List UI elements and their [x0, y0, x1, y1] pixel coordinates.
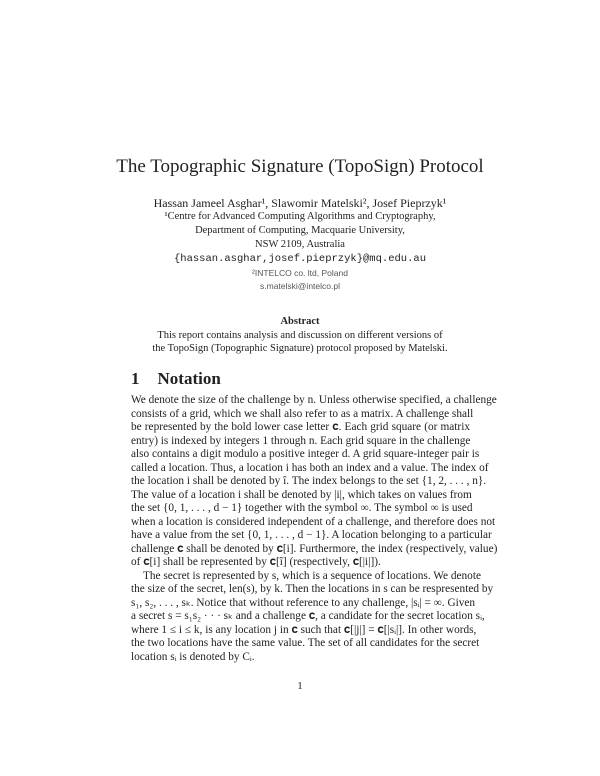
affiliation-line: NSW 2109, Australia	[255, 239, 345, 250]
body-line: called a location. Thus, a location i has both an index and a value. The index of	[131, 461, 489, 474]
body-line: be represented by the bold lower case letter 𝐜. Each grid square (or matrix	[131, 421, 470, 433]
body-line: s₁, s₂, . . . , sₖ. Notice that without reference to any challenge, |sᵢ| = ∞. Given	[131, 596, 476, 609]
affiliation-line: ¹Centre for Advanced Computing Algorithms and Cryptography,	[164, 211, 436, 222]
body-line: entry) is indexed by integers 1 through n. Each grid square in the challenge	[131, 434, 471, 447]
body-line: The secret is represented by s, which is a sequence of locations. We denote	[143, 569, 481, 582]
body-line: the location i shall be denoted by î. The index belongs to the set {1, 2, . . . , n}.	[131, 475, 487, 487]
abstract-line: This report contains analysis and discussion on different versions of	[157, 330, 443, 341]
body-line: the two locations have the same value. The set of all candidates for the secret	[131, 637, 480, 649]
body-line: the size of the secret, len(s), by k. Then the locations in s can be respresented by	[131, 583, 494, 595]
affiliation-line: Department of Computing, Macquarie University,	[195, 225, 405, 236]
body-line: The value of a location i shall be denoted by |i|, which takes on values from	[131, 488, 472, 501]
section-title: Notation	[157, 369, 221, 388]
email-line: {hassan.asghar,josef.pieprzyk}@mq.edu.au	[173, 253, 427, 265]
body-line: challenge 𝐜 shall be denoted by 𝐜[i]. Furthermore, the index (respectively, value)	[131, 542, 498, 555]
page-number: 1	[297, 680, 303, 692]
body-line: also contains a digit modulo a positive integer d. A grid square-integer pair is	[131, 448, 480, 460]
paper-title: The Topographic Signature (TopoSign) Protocol	[116, 156, 484, 177]
body-line: have a value from the set {0, 1, . . . , d − 1}. A location belonging to a particular	[131, 529, 492, 541]
affiliation-2: ²INTELCO co. ltd, Poland	[252, 268, 348, 278]
body-line: We denote the size of the challenge by n. Unless otherwise specified, a challenge	[131, 394, 497, 406]
abstract-line: the TopoSign (Topographic Signature) protocol proposed by Matelski.	[152, 343, 448, 354]
body-line: where 1 ≤ i ≤ k, is any location j in 𝐜 such that 𝐜[|j|] = 𝐜[|sᵢ|]. In other words,	[131, 623, 477, 636]
body-line: the set {0, 1, . . . , d − 1} together with the symbol ∞. The symbol ∞ is used	[131, 502, 473, 514]
section-number: 1	[131, 369, 140, 388]
authors: Hassan Jameel Asghar¹, Slawomir Matelski², Josef Pieprzyk¹	[153, 196, 447, 210]
abstract-heading: Abstract	[280, 316, 320, 327]
body-line: location sᵢ is denoted by Cᵢ.	[131, 650, 255, 663]
body-line: when a location is considered independent of a challenge, and therefore does not	[131, 515, 496, 528]
body-line: a secret s = s₁s₂ · · · sₖ and a challenge 𝐜, a candidate for the secret location sᵢ,	[131, 610, 485, 622]
email-line-2: s.matelski@intelco.pl	[260, 281, 340, 291]
body-line: consists of a grid, which we shall also refer to as a matrix. A challenge shall	[131, 407, 474, 420]
body-line: of 𝐜[i] shall be represented by 𝐜[î] (respectively, 𝐜[|i|]).	[131, 556, 381, 568]
section-heading	[131, 369, 239, 389]
